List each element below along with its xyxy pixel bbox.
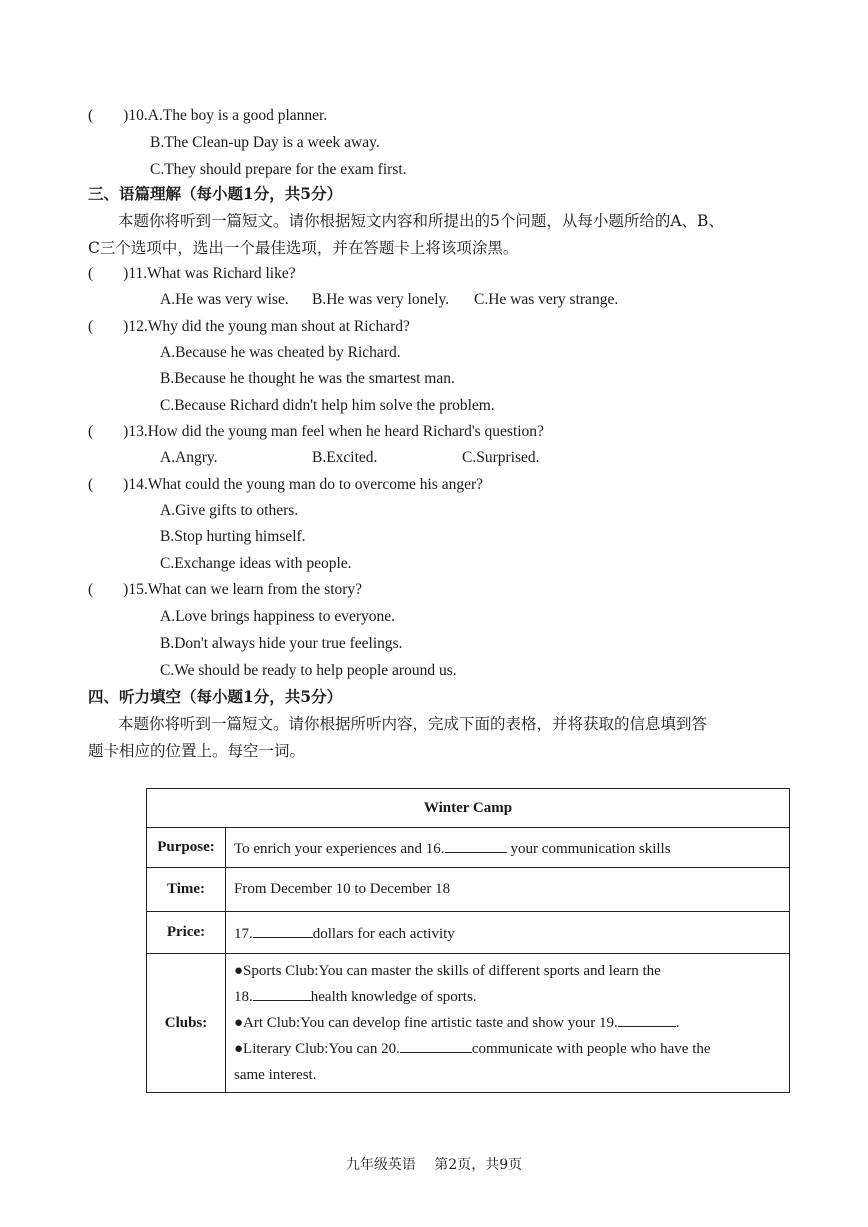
option-c: C.Surprised.	[462, 449, 540, 466]
question-text: Why did the young man shout at Richard?	[147, 318, 410, 335]
blank-20	[400, 1038, 472, 1053]
blank-17	[253, 923, 313, 938]
table-title: Winter Camp	[147, 789, 790, 828]
question-14: ( )14.What could the young man do to overcome his anger?	[88, 476, 484, 493]
section-3-heading: 三、语篇理解（每小题1分，共5分）	[88, 184, 343, 203]
question-14-option-c: C.Exchange ideas with people.	[160, 555, 352, 572]
option-a: A.He was very wise.	[160, 291, 289, 308]
question-number: )10.	[123, 107, 148, 124]
purpose-label: Purpose:	[147, 828, 226, 868]
blank-19	[618, 1012, 676, 1027]
time-label: Time:	[147, 868, 226, 912]
question-11: ( )11.What was Richard like?	[88, 265, 296, 282]
option-c: C.He was very strange.	[474, 291, 619, 308]
question-12-option-b: B.Because he thought he was the smartest man.	[160, 370, 455, 387]
question-10-option-c: C.They should prepare for the exam first.	[150, 161, 407, 178]
question-15: ( )15.What can we learn from the story?	[88, 581, 363, 598]
literary-club: ●Literary Club:You can 20. communicate with people who have the	[234, 1036, 781, 1062]
question-12: ( )12.Why did the young man shout at Richard?	[88, 318, 410, 335]
question-14-option-a: A.Give gifts to others.	[160, 502, 299, 519]
sports-club: ●Sports Club:You can master the skills of different sports and learn the	[234, 963, 661, 979]
option-b: B.Excited.	[312, 449, 378, 466]
option-b: B.He was very lonely.	[312, 291, 450, 308]
question-10-option-b: B.The Clean-up Day is a week away.	[150, 134, 380, 151]
section-3-instruction-line-2: C三个选项中，选出一个最佳选项，并在答题卡上将该项涂黑。	[88, 239, 519, 257]
clubs-value: ●Sports Club:You can master the skills of different sports and learn the 18. health knowledge of sports. ●Art Club:You can develop fine artistic taste and show your 19. . ●Literary Club:You can 20. communicate with people who have the same interest.	[226, 954, 790, 1093]
question-text: What could the young man do to overcome his anger?	[147, 476, 484, 493]
question-number: )11.	[123, 265, 148, 282]
winter-camp-table	[146, 788, 790, 1093]
question-number: )13.	[123, 423, 148, 440]
question-12-option-a: A.Because he was cheated by Richard.	[160, 344, 401, 361]
clubs-label: Clubs:	[147, 954, 226, 1093]
question-text: How did the young man feel when he heard Richard's question?	[147, 423, 544, 440]
question-15-option-b: B.Don't always hide your true feelings.	[160, 635, 403, 652]
option-a: A.Angry.	[160, 449, 218, 466]
question-14-option-b: B.Stop hurting himself.	[160, 528, 306, 545]
question-15-option-a: A.Love brings happiness to everyone.	[160, 608, 396, 625]
blank-18	[253, 986, 311, 1001]
purpose-value: To enrich your experiences and 16. your communication skills	[226, 828, 790, 868]
section-4-instruction-line-2: 题卡相应的位置上。每空一词。	[88, 742, 306, 760]
section-4-instruction-line-1: 本题你将听到一篇短文。请你根据所听内容，完成下面的表格，并将获取的信息填到答	[118, 715, 708, 733]
blank-16	[445, 838, 507, 853]
price-value: 17. dollars for each activity	[226, 912, 790, 954]
page-footer: 九年级英语 第2页，共9页	[345, 1157, 523, 1173]
question-text: What was Richard like?	[147, 265, 296, 282]
time-value: From December 10 to December 18	[226, 868, 790, 912]
section-4-heading: 四、听力填空（每小题1分，共5分）	[88, 687, 343, 706]
question-text: What can we learn from the story?	[147, 581, 363, 598]
question-number: )12.	[123, 318, 148, 335]
art-club: ●Art Club:You can develop fine artistic taste and show your 19. .	[234, 1010, 781, 1036]
option-a: A.The boy is a good planner.	[147, 107, 328, 124]
question-11-options	[160, 290, 618, 310]
question-12-option-c: C.Because Richard didn't help him solve the problem.	[160, 397, 495, 414]
question-15-option-c: C.We should be ready to help people around us.	[160, 662, 457, 679]
question-13-options	[160, 448, 540, 468]
question-10	[88, 106, 327, 126]
question-13: ( )13.How did the young man feel when he heard Richard's question?	[88, 423, 544, 440]
price-label: Price:	[147, 912, 226, 954]
question-number: )14.	[123, 476, 148, 493]
answer-paren: (	[88, 107, 94, 124]
section-3-instruction-line-1: 本题你将听到一篇短文。请你根据短文内容和所提出的5个问题，从每小题所给的A、B、	[118, 212, 724, 230]
question-number: )15.	[123, 581, 148, 598]
